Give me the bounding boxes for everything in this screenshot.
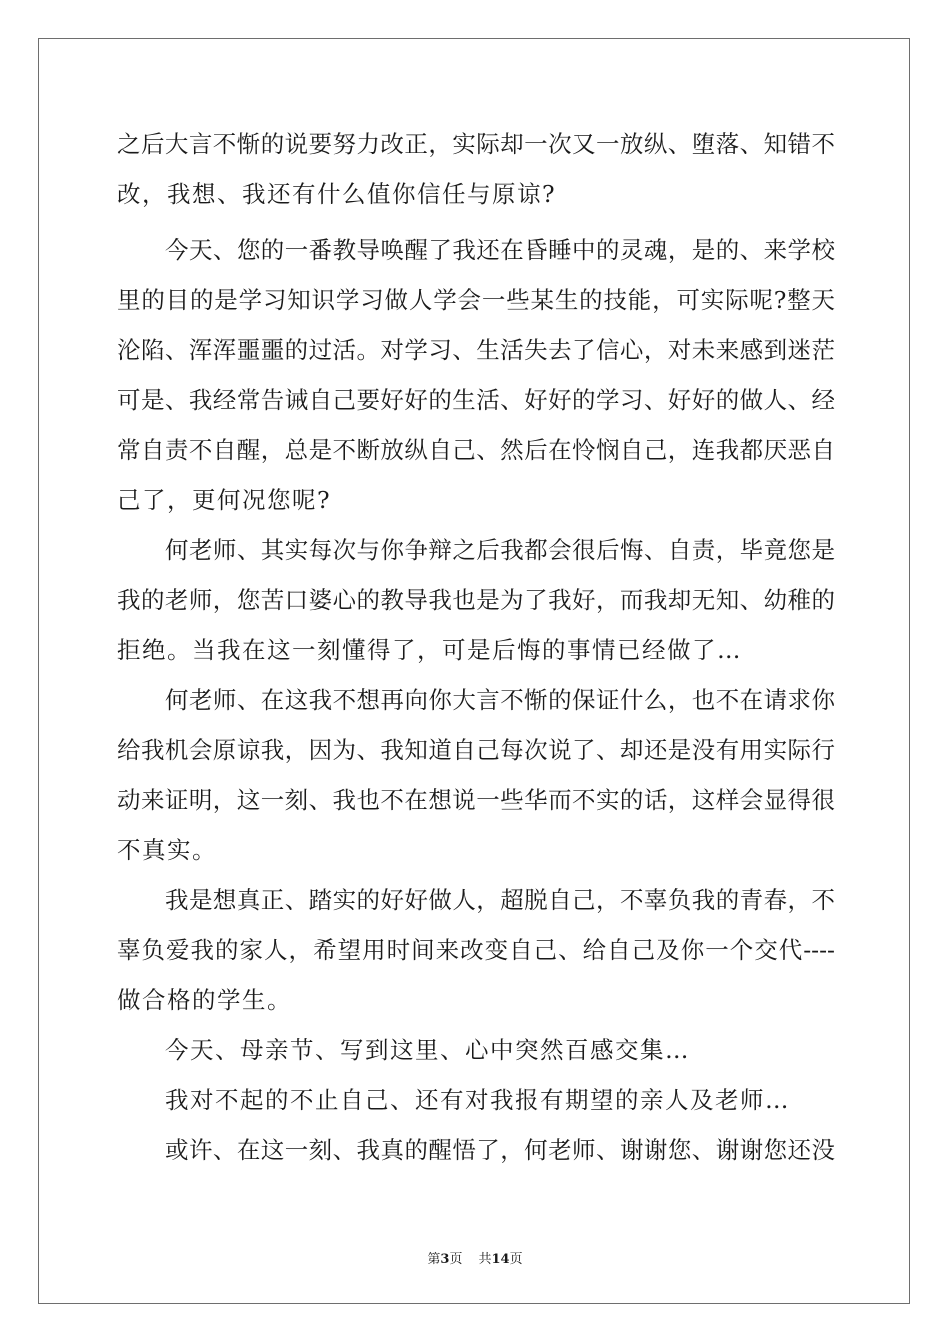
text-line: 之后大言不惭的说要努力改正，实际却一次又一放纵、堕落、知错不: [117, 130, 835, 158]
total-pages: 14: [491, 1252, 510, 1267]
text-line: 或许、在这一刻、我真的醒悟了，何老师、谢谢您、谢谢您还没: [165, 1136, 835, 1164]
text-line: 何老师、在这我不想再向你大言不惭的保证什么，也不在请求你: [165, 686, 835, 714]
text-line: 我是想真正、踏实的好好做人，超脱自己，不辜负我的青春，不: [165, 886, 835, 914]
text-line: 动来证明，这一刻、我也不在想说一些华而不实的话，这样会显得很: [117, 786, 835, 814]
total-suffix: 页: [509, 1252, 523, 1267]
page-prefix: 第: [427, 1252, 441, 1267]
text-line: 做合格的学生。: [117, 986, 292, 1014]
text-line: 辜负爱我的家人，希望用时间来改变自己、给自己及你一个交代----: [117, 936, 835, 964]
text-line: 给我机会原谅我，因为、我知道自己每次说了、却还是没有用实际行: [117, 736, 835, 764]
text-line: 常自责不自醒，总是不断放纵自己、然后在怜悯自己，连我都厌恶自: [117, 436, 835, 464]
page-suffix: 页: [449, 1252, 463, 1267]
total-prefix: 共: [478, 1252, 492, 1267]
text-line: 何老师、其实每次与你争辩之后我都会很后悔、自责，毕竟您是: [165, 536, 835, 564]
text-line: 沦陷、浑浑噩噩的过活。对学习、生活失去了信心，对未来感到迷茫: [117, 336, 835, 364]
page-number: 3: [440, 1252, 450, 1267]
text-line: 改，我想、我还有什么值你信任与原谅?: [117, 180, 557, 208]
text-line: 不真实。: [117, 836, 217, 864]
text-line: 今天、您的一番教导唤醒了我还在昏睡中的灵魂，是的、来学校: [165, 236, 835, 264]
page-footer: [0, 1248, 950, 1267]
text-line: 可是、我经常告诫自己要好好的生活、好好的学习、好好的做人、经: [117, 386, 835, 414]
text-line: 今天、母亲节、写到这里、心中突然百感交集…: [165, 1036, 690, 1064]
text-line: 里的目的是学习知识学习做人学会一些某生的技能，可实际呢?整天: [117, 286, 835, 314]
text-line: 我的老师，您苦口婆心的教导我也是为了我好，而我却无知、幼稚的: [117, 586, 835, 614]
text-line: 拒绝。当我在这一刻懂得了，可是后悔的事情已经做了…: [117, 636, 742, 664]
text-line: 我对不起的不止自己、还有对我报有期望的亲人及老师…: [165, 1086, 790, 1114]
text-line: 己了，更何况您呢?: [117, 486, 332, 514]
